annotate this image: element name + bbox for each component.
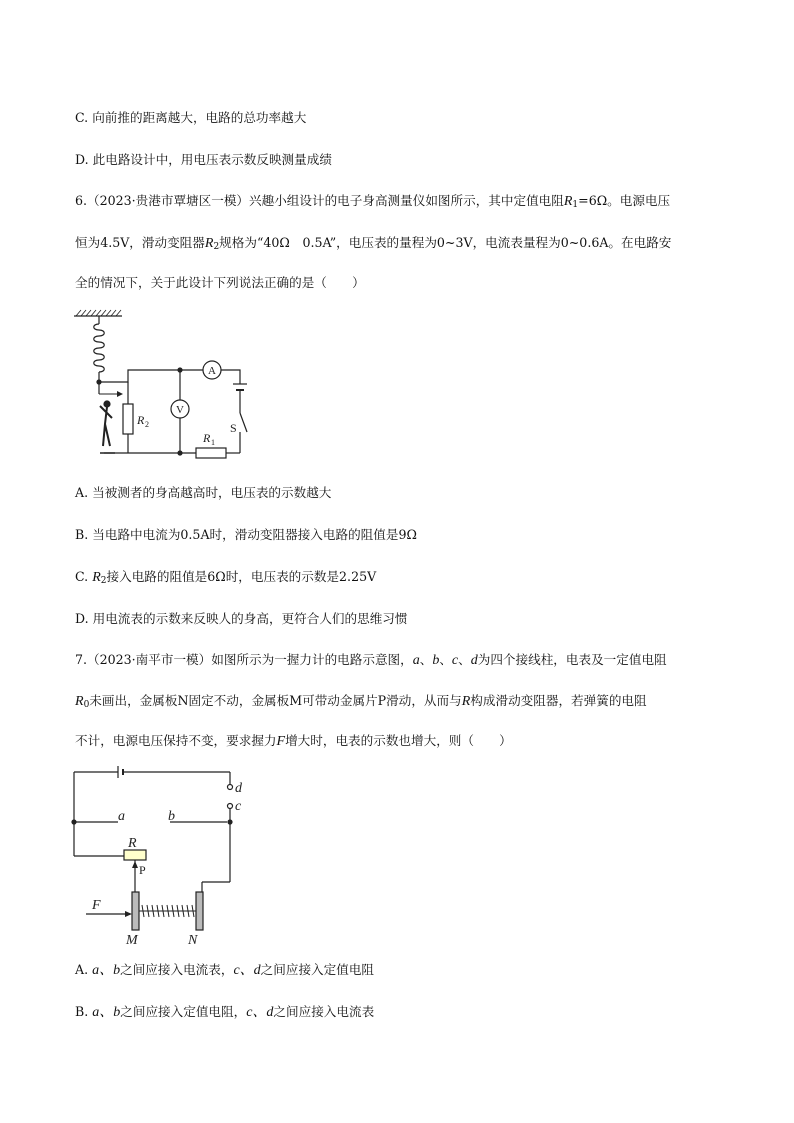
r2-label: R	[137, 413, 145, 427]
plate-n-label: N	[188, 933, 198, 948]
r1-label: R	[203, 431, 211, 445]
q7-grip-circuit-diagram	[70, 762, 260, 950]
plate-m-label: M	[126, 933, 138, 948]
ammeter-label: A	[208, 365, 216, 377]
terminal-d-label: d	[235, 781, 242, 796]
q7-option-a: A. a、b之间应接入电流表，c、d之间应接入定值电阻	[75, 962, 375, 978]
q6-stem-line2: 恒为4.5V，滑动变阻器$R_2$规格为“40Ω 0.5A”，电压表的量程为0~3V，电流表量程为0~0.6A。在电路安	[75, 235, 672, 252]
q6-option-a: A. 当被测者的身高越高时，电压表的示数越大	[75, 485, 332, 500]
terminal-b-label: b	[168, 809, 175, 824]
q6-option-b: B. 当电路中电流为0.5A时，滑动变阻器接入电路的阻值是9Ω	[75, 527, 417, 542]
q6-option-d: D. 用电流表的示数来反映人的身高，更符合人们的思维习惯	[75, 611, 408, 626]
resistor-r-label: R	[128, 836, 137, 851]
q7-option-b: B. a、b之间应接入定值电阻，c、d之间应接入电流表	[75, 1004, 375, 1020]
q5-option-c: C. 向前推的距离越大，电路的总功率越大	[75, 110, 307, 125]
slider-p-label: P	[139, 863, 146, 877]
terminal-a-label: a	[118, 809, 125, 824]
q7-stem-line1: 7.（2023·南平市一模）如图所示为一握力计的电路示意图，a、b、c、d为四个接线柱，电表及一定值电阻	[75, 652, 667, 668]
q6-option-c: C. $R_2$接入电路的阻值是6Ω时，电压表的示数是2.25V	[75, 569, 377, 586]
force-f-label: F	[92, 898, 101, 913]
q5-option-d: D. 此电路设计中，用电压表示数反映测量成绩	[75, 152, 332, 167]
q7-stem-line2: $R_0$未画出，金属板N固定不动，金属板M可带动金属片P滑动，从而与R构成滑动变阻器，若弹簧的电阻	[75, 693, 647, 710]
q6-circuit-diagram	[70, 308, 270, 468]
switch-label: S	[230, 421, 237, 435]
terminal-c-label: c	[235, 799, 242, 814]
q7-stem-line3: 不计，电源电压保持不变，要求握力F增大时，电表的示数也增大，则（ ）	[75, 733, 512, 749]
r2-sub: 2	[145, 420, 149, 429]
q6-stem-line1: 6.（2023·贵港市覃塘区一模）兴趣小组设计的电子身高测量仪如图所示，其中定值电阻$R_1=6\Omega$。电源电压	[75, 193, 671, 210]
q6-stem-line3: 全的情况下，关于此设计下列说法正确的是（ ）	[75, 275, 365, 290]
voltmeter-label: V	[176, 404, 184, 416]
r1-sub: 1	[211, 438, 215, 447]
